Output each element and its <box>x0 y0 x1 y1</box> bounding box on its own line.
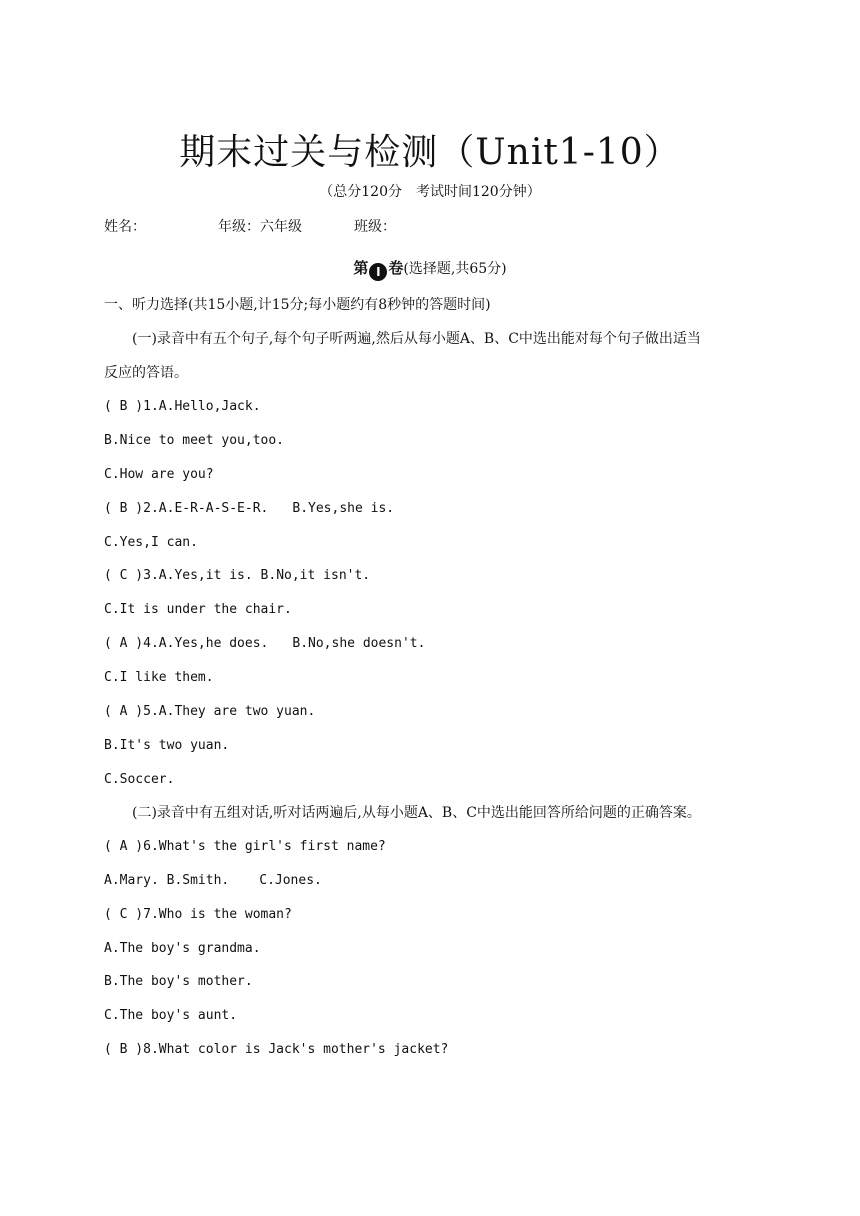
exam-title: 期末过关与检测（Unit1-10） <box>179 132 681 173</box>
volume-number: Ⅰ <box>369 263 387 281</box>
q4-option-c: C.I like them. <box>104 670 214 685</box>
q8-stem: ( B )8.What color is Jack's mother's jacket? <box>104 1042 449 1057</box>
grade-label: 年级：六年级 <box>218 219 302 235</box>
part1-instruction: (一)录音中有五个句子,每个句子听两遍,然后从每小题A、B、C中选出能对每个句子做出适当 <box>132 331 701 347</box>
q2-option-b: B.Yes,she is. <box>292 501 395 516</box>
q3-stem: ( C )3.A.Yes,it is. <box>104 568 253 583</box>
q2-line <box>104 500 394 518</box>
exam-subtitle: （总分120分 考试时间120分钟） <box>319 184 541 200</box>
q1-option-b: B.Nice to meet you,too. <box>104 433 285 448</box>
q3-option-b: B.No,it isn't. <box>260 568 371 583</box>
volume-heading <box>0 258 860 281</box>
volume-desc: (选择题,共65分) <box>403 261 507 277</box>
name-label: 姓名： <box>104 219 146 235</box>
q4-option-b: B.No,she doesn't. <box>292 636 426 651</box>
q7-option-c: C.The boy's aunt. <box>104 1008 238 1023</box>
section-heading: 一、听力选择(共15小题,计15分;每小题约有8秒钟的答题时间) <box>104 297 491 313</box>
q3-line <box>104 567 370 585</box>
q6-option-c: C.Jones. <box>259 873 322 888</box>
volume-prefix: 第 <box>353 259 369 277</box>
q2-stem: ( B )2.A.E-R-A-S-E-R. <box>104 501 269 516</box>
q4-line <box>104 635 425 653</box>
q5-option-c: C.Soccer. <box>104 772 175 787</box>
q6-option-a: A.Mary. <box>104 873 159 888</box>
q3-option-c: C.It is under the chair. <box>104 602 292 617</box>
q6-options <box>104 872 322 890</box>
q4-stem: ( A )4.A.Yes,he does. <box>104 636 269 651</box>
student-info <box>104 218 396 236</box>
q1-stem: ( B )1.A.Hello,Jack. <box>104 399 261 414</box>
q1-option-c: C.How are you? <box>104 467 214 482</box>
q7-option-a: A.The boy's grandma. <box>104 941 261 956</box>
q6-stem: ( A )6.What's the girl's first name? <box>104 839 386 854</box>
q6-option-b: B.Smith. <box>166 873 230 888</box>
q5-stem: ( A )5.A.They are two yuan. <box>104 704 316 719</box>
q7-stem: ( C )7.Who is the woman? <box>104 907 292 922</box>
volume-suffix: 卷 <box>388 259 404 277</box>
q2-option-c: C.Yes,I can. <box>104 535 198 550</box>
part2-instruction: (二)录音中有五组对话,听对话两遍后,从每小题A、B、C中选出能回答所给问题的正确答案。 <box>132 805 701 821</box>
q5-option-b: B.It's two yuan. <box>104 738 230 753</box>
part1-instruction-cont: 反应的答语。 <box>104 365 188 381</box>
class-label: 班级： <box>354 219 396 235</box>
q7-option-b: B.The boy's mother. <box>104 974 253 989</box>
